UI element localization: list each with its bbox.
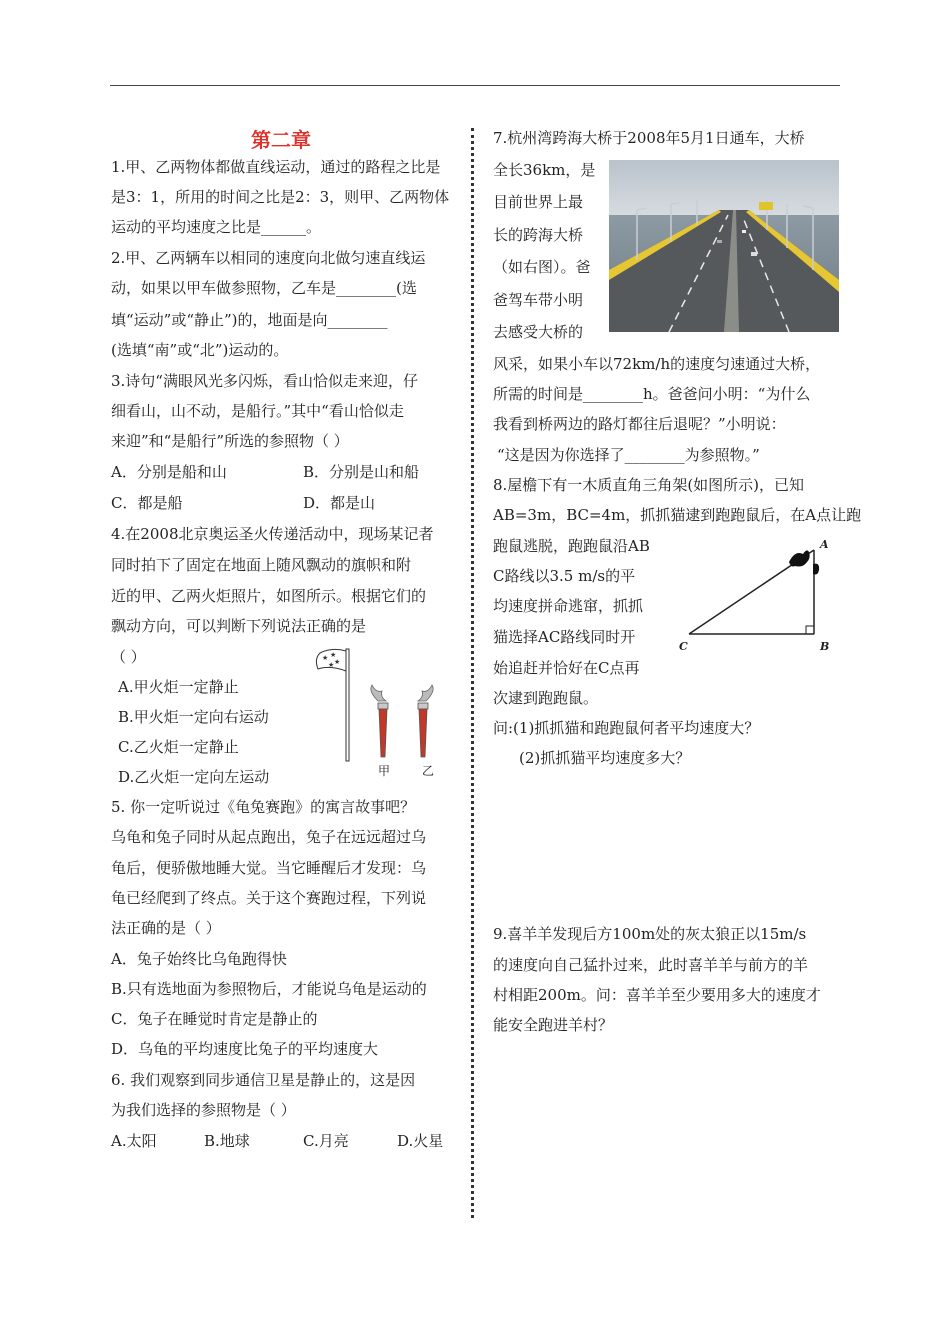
text-line: 我看到桥两边的路灯都往后退呢？”小明说： [493,415,786,433]
flag-torch-figure [310,645,462,780]
text-line: “这是因为你选择了________为参照物。” [497,446,760,464]
vertex-label-c: C [679,640,688,653]
text-line: 1.甲、乙两物体都做直线运动，通过的路程之比是 [111,158,441,176]
text-line: D.乙火炬一定向左运动 [118,768,270,786]
text-line: 猫选择AC路线同时开 [493,628,636,646]
text-line: 跑鼠逃脱，跑跑鼠沿AB [493,537,650,555]
text-line: C．兔子在睡觉时肯定是静止的 [111,1010,318,1028]
text-line: B.只有选地面为参照物后，才能说乌龟是运动的 [111,980,427,998]
text-line: (2)抓抓猫平均速度多大？ [519,749,691,767]
text-line: 同时拍下了固定在地面上随风飘动的旗帜和附 [111,556,412,574]
text-line: A．分别是船和山 [111,463,227,481]
text-line: (选填“南”或“北”)运动的。 [111,341,289,359]
text-line: 长的跨海大桥 [493,226,584,244]
text-line: 是3：1，所用的时间之比是2：3，则甲、乙两物体 [111,188,450,206]
svg-text:★: ★ [322,654,329,662]
text-line: C．都是船 [111,494,183,512]
text-line: 4.在2008北京奥运圣火传递活动中，现场某记者 [111,525,434,543]
text-line: D．都是山 [303,494,376,512]
text-line: 9.喜羊羊发现后方100m处的灰太狼正以15m/s [493,925,807,943]
text-line: 3.诗句“满眼风光多闪烁，看山恰似走来迎，仔 [111,372,418,390]
text-line: D.火星 [397,1132,444,1150]
text-line: 均速度拼命逃窜，抓抓 [493,597,644,615]
text-line: （ ） [111,648,146,666]
text-line: 的速度向自己猛扑过来，此时喜羊羊与前方的羊 [493,956,809,974]
chapter-title: 第二章 [251,128,311,152]
torch-label-jia: 甲 [378,764,391,778]
text-line: 始追赶并恰好在C点再 [493,659,640,677]
text-line: C路线以3.5 m/s的平 [493,567,636,585]
text-line: 6. 我们观察到同步通信卫星是静止的，这是因 [111,1071,416,1089]
text-line: 风采，如果小车以72km/h的速度匀速通过大桥， [493,355,821,373]
text-line: 龟后，便骄傲地睡大觉。当它睡醒后才发现：乌 [111,859,427,877]
text-line: B．分别是山和船 [303,463,420,481]
text-line: 飘动方向，可以判断下列说法正确的是 [111,617,367,635]
text-line: 龟已经爬到了终点。关于这个赛跑过程，下列说 [111,889,427,907]
text-line: 目前世界上最 [493,193,584,211]
text-line: D．乌龟的平均速度比兔子的平均速度大 [111,1040,379,1058]
text-line: 法正确的是（ ） [111,919,221,937]
text-line: 动，如果以甲车做参照物，乙车是________(选 [111,279,417,297]
text-line: 所需的时间是________h。爸爸问小明：“为什么 [493,385,811,403]
text-line: 爸驾车带小明 [493,291,584,309]
text-line: 次逮到跑跑鼠。 [493,689,599,707]
text-line: （如右图）。爸 [493,258,591,276]
text-line: B.甲火炬一定向右运动 [118,708,269,726]
vertex-label-a: A [820,538,829,551]
text-line: 运动的平均速度之比是______。 [111,218,322,236]
text-line: 能安全跑进羊村？ [493,1016,614,1034]
vertex-label-b: B [820,640,830,653]
text-line: 8.屋檐下有一木质直角三角架(如图所示)，已知 [493,476,805,494]
text-line: 去感受大桥的 [493,323,584,341]
text-line: 2.甲、乙两辆车以相同的速度向北做匀速直线运 [111,249,426,267]
torch-label-yi: 乙 [422,764,435,778]
text-line: C.乙火炬一定静止 [118,738,239,756]
text-line: A.太阳 [111,1132,157,1150]
svg-text:★: ★ [328,661,335,669]
text-line: 问:(1)抓抓猫和跑跑鼠何者平均速度大？ [493,719,760,737]
text-line: AB=3m，BC=4m，抓抓猫逮到跑跑鼠后，在A点让跑 [493,506,862,524]
bridge-photo [609,160,839,332]
column-divider [471,128,474,1218]
text-line: C.月亮 [303,1132,349,1150]
header-rule [110,85,840,86]
text-line: 全长36km，是 [493,161,596,179]
text-line: B.地球 [204,1132,250,1150]
text-line: 村相距200m。问：喜羊羊至少要用多大的速度才 [493,986,821,1004]
triangle-figure [677,538,837,653]
text-line: 近的甲、乙两火炬照片，如图所示。根据它们的 [111,587,427,605]
svg-text:★: ★ [330,651,337,659]
text-line: 5. 你一定听说过《龟兔赛跑》的寓言故事吧？ [111,798,416,816]
text-line: 为我们选择的参照物是（ ） [111,1101,296,1119]
svg-text:★: ★ [334,658,341,666]
text-line: A．兔子始终比乌龟跑得快 [111,950,287,968]
text-line: A.甲火炬一定静止 [118,678,239,696]
text-line: 来迎”和“是船行”所选的参照物（ ） [111,432,349,450]
text-line: 细看山，山不动，是船行。”其中“看山恰似走 [111,402,404,420]
text-line: 乌龟和兔子同时从起点跑出，兔子在远远超过乌 [111,828,427,846]
text-line: 7.杭州湾跨海大桥于2008年5月1日通车，大桥 [493,129,805,147]
text-line: 填“运动”或“静止”)的，地面是向________ [111,311,388,329]
